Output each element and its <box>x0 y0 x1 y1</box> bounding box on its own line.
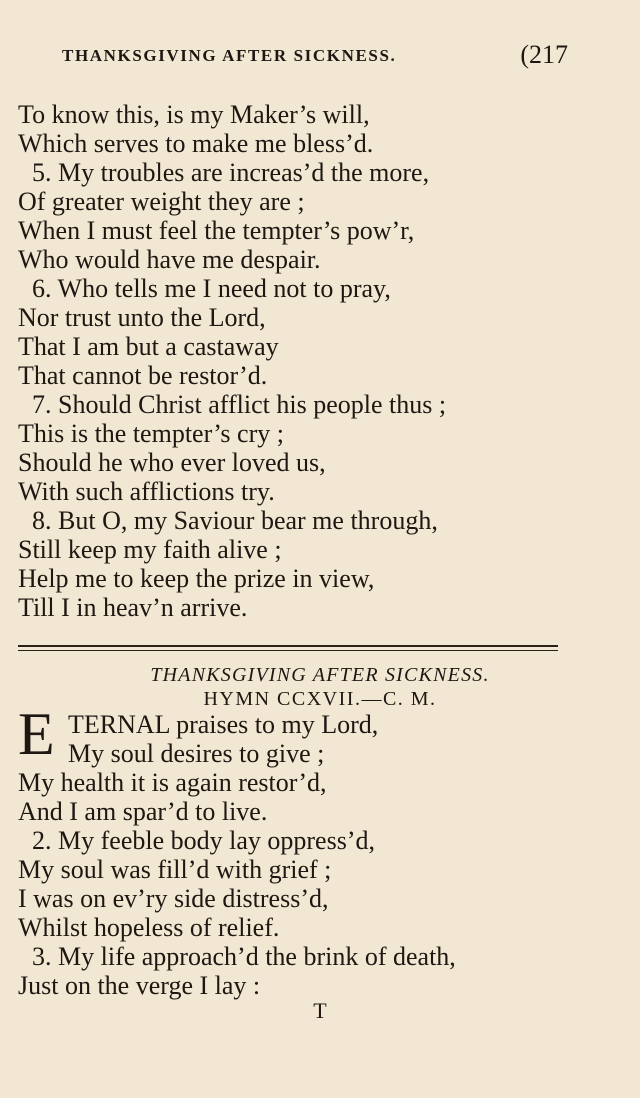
verse-line: 6. Who tells me I need not to pray, <box>32 274 391 303</box>
hymn-verses <box>18 710 618 1000</box>
verse-line: To know this, is my Maker’s will, <box>18 100 370 129</box>
verse-line: 8. But O, my Saviour bear me through, <box>32 506 438 535</box>
verse-line: TERNAL praises to my Lord, <box>68 710 379 739</box>
verse-line: And I am spar’d to live. <box>18 797 268 826</box>
verse-line: When I must feel the tempter’s pow’r, <box>18 216 415 245</box>
verse-line: My soul desires to give ; <box>68 739 325 768</box>
signature-mark: T <box>313 998 327 1023</box>
verse-line: My soul was fill’d with grief ; <box>18 855 332 884</box>
verse-line: Whilst hopeless of relief. <box>18 913 280 942</box>
verse-line: Just on the verge I lay : <box>18 971 261 1000</box>
verse-line: This is the tempter’s cry ; <box>18 419 284 448</box>
verse-line: With such afflictions try. <box>18 477 275 506</box>
verse-line: I was on ev’ry side distress’d, <box>18 884 329 913</box>
verse-line: Till I in heav’n arrive. <box>18 593 248 622</box>
verse-line: Nor trust unto the Lord, <box>18 303 266 332</box>
verse-line: 3. My life approach’d the brink of death, <box>32 942 456 971</box>
verse-line: Help me to keep the prize in view, <box>18 564 375 593</box>
hymn-title: THANKSGIVING AFTER SICKNESS. <box>150 664 490 686</box>
previous-hymn-verses <box>18 100 618 622</box>
verse-line: 2. My feeble body lay oppress’d, <box>32 826 375 855</box>
verse-line: That I am but a castaway <box>18 332 279 361</box>
running-head: THANKSGIVING AFTER SICKNESS. <box>62 46 397 65</box>
verse-line: 5. My troubles are increas’d the more, <box>32 158 430 187</box>
verse-line: Which serves to make me bless’d. <box>18 129 374 158</box>
verse-line: That cannot be restor’d. <box>18 361 268 390</box>
verse-line: 7. Should Christ afflict his people thus ; <box>32 390 447 419</box>
hymn-number: HYMN CCXVII.—C. M. <box>203 688 437 710</box>
section-divider-thin <box>18 650 558 651</box>
drop-cap: E <box>18 701 55 767</box>
section-divider <box>18 645 558 647</box>
page-number: (217 <box>520 40 568 69</box>
verse-line: Still keep my faith alive ; <box>18 535 282 564</box>
verse-line: Should he who ever loved us, <box>18 448 326 477</box>
verse-line: Of greater weight they are ; <box>18 187 305 216</box>
verse-line: Who would have me despair. <box>18 245 321 274</box>
verse-line: My health it is again restor’d, <box>18 768 327 797</box>
